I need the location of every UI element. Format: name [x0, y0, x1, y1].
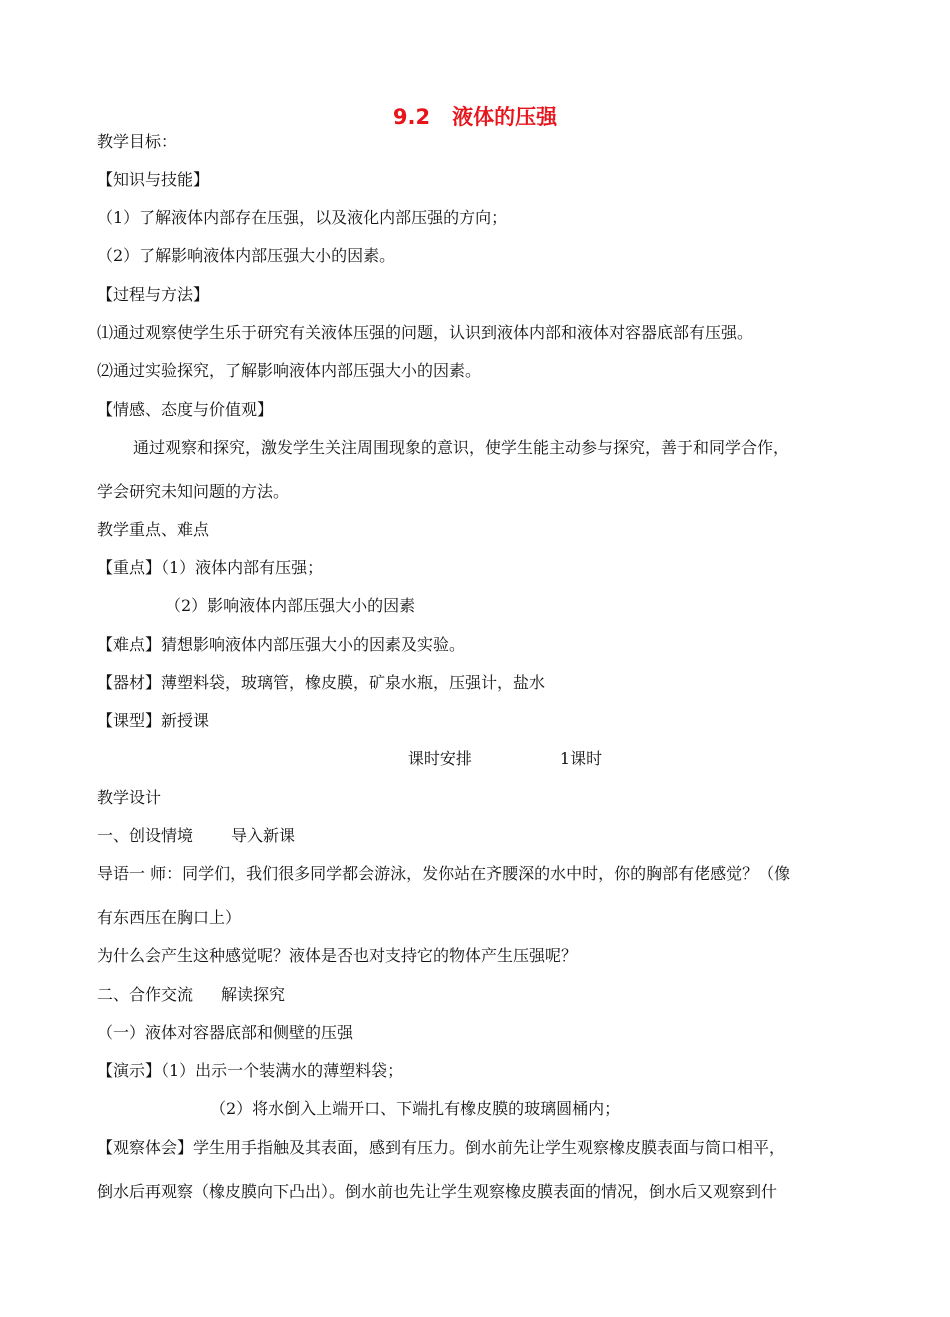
- demo-line-1: 【演示】（1）出示一个装满水的薄塑料袋；: [97, 1061, 404, 1080]
- key-point-1: 【重点】（1）液体内部有压强；: [97, 558, 324, 577]
- emotion-header: 【情感、态度与价值观】: [97, 400, 274, 419]
- goals-heading: 教学目标：: [97, 132, 178, 151]
- equipment-line: 【器材】薄塑料袋，玻璃管，橡皮膜，矿泉水瓶，压强计，盐水: [97, 673, 546, 692]
- section-2-part-b: 解读探究: [221, 985, 286, 1004]
- section-1-part-a: 一、创设情境: [97, 826, 194, 845]
- emotion-text-1: 通过观察和探究，激发学生关注周围现象的意识，使学生能主动参与探究，善于和同学合作，: [133, 438, 790, 457]
- page-title: [0, 101, 950, 131]
- section-2-part-a: 二、合作交流: [97, 985, 194, 1004]
- schedule-value: 1课时: [559, 749, 603, 768]
- schedule-label: 课时安排: [407, 749, 472, 768]
- title-number: 9.2: [392, 105, 431, 129]
- key-point-2: （2）影响液体内部压强大小的因素: [165, 596, 416, 615]
- process-header: 【过程与方法】: [97, 285, 210, 304]
- emotion-text-2: 学会研究未知问题的方法。: [97, 482, 290, 501]
- demo-line-2: （2）将水倒入上端开口、下端扎有橡皮膜的玻璃圆桶内；: [210, 1099, 621, 1118]
- knowledge-item-2: （2）了解影响液体内部压强大小的因素。: [97, 246, 396, 265]
- difficulty-line: 【难点】猜想影响液体内部压强大小的因素及实验。: [97, 635, 466, 654]
- observe-text-2: 倒水后再观察（橡皮膜向下凸出）。倒水前也先让学生观察橡皮膜表面的情况，倒水后又观察到什: [97, 1182, 778, 1201]
- question-line: 为什么会产生这种感觉呢？液体是否也对支持它的物体产生压强呢？: [97, 946, 578, 965]
- subsection-1: （一）液体对容器底部和侧壁的压强: [97, 1023, 354, 1042]
- schedule-line: [0, 749, 950, 769]
- section-1-part-b: 导入新课: [231, 826, 296, 845]
- section-2-heading: [97, 985, 890, 1005]
- lesson-type-line: 【课型】新授课: [97, 711, 210, 730]
- knowledge-item-1: （1）了解液体内部存在压强，以及液化内部压强的方向；: [97, 208, 508, 227]
- observe-text-1: 【观察体会】学生用手指触及其表面，感到有压力。倒水前先让学生观察橡皮膜表面与筒口相平，: [97, 1138, 786, 1157]
- intro-text-2: 有东西压在胸口上）: [97, 908, 242, 927]
- section-1-heading: [97, 826, 890, 846]
- design-heading: 教学设计: [97, 788, 162, 807]
- knowledge-header: 【知识与技能】: [97, 170, 210, 189]
- title-text: 液体的压强: [452, 105, 558, 129]
- intro-text-1: 导语一 师：同学们，我们很多同学都会游泳，发你站在齐腰深的水中时，你的胸部有佬感觉？（像: [97, 864, 791, 883]
- process-item-1: ⑴通过观察使学生乐于研究有关液体压强的问题，认识到液体内部和液体对容器底部有压强。: [97, 323, 754, 342]
- key-heading: 教学重点、难点: [97, 520, 210, 539]
- process-item-2: ⑵通过实验探究，了解影响液体内部压强大小的因素。: [97, 361, 482, 380]
